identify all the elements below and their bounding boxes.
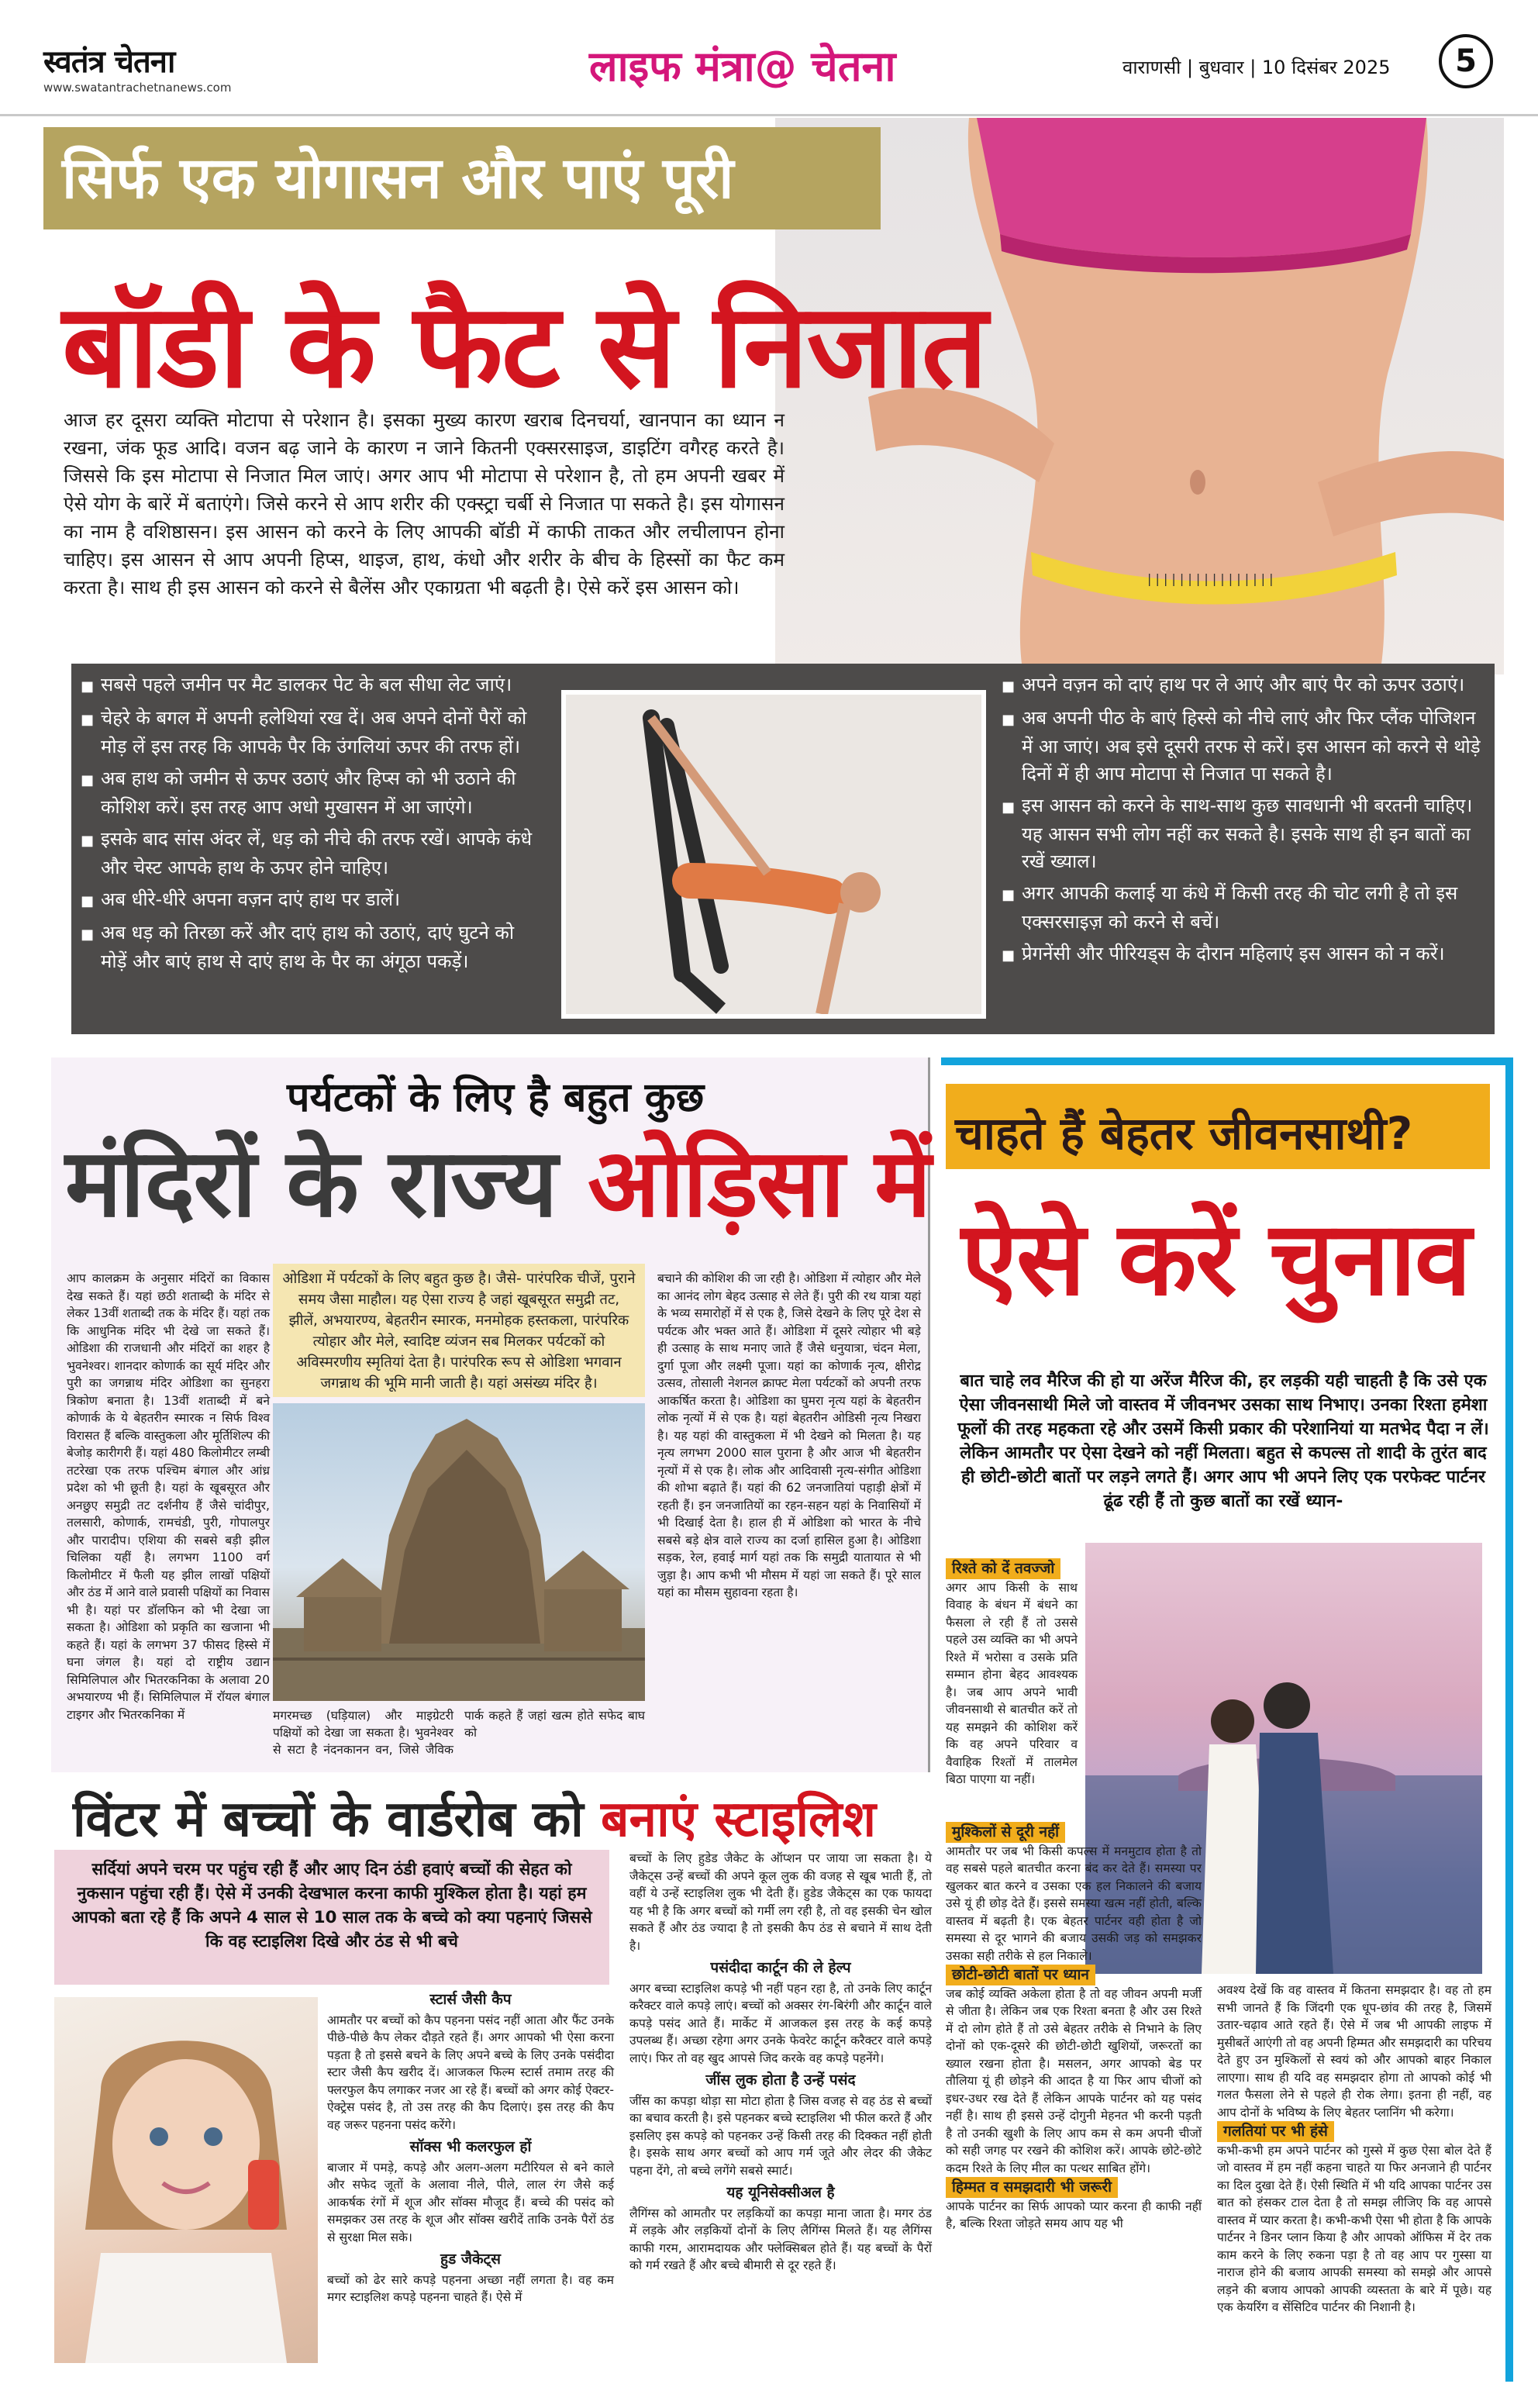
winter-subhead: यह यूनिसेक्सीअल है: [726, 2184, 835, 2201]
partner-paragraph: अवश्य देखें कि वह वास्तव में कितना समझदार है। वह तो हम सभी जानते हैं कि जिंदगी एक धूप-छांव की तरह है, जिसमें उतार-चढ़ाव आते रहते हैं। ऐसे में जब भी आपकी लाइफ में मुसीबतें आएंगी तो वह अपनी हिम्मत और समझदारी का परिचय देते हुए उन मुश्किलों से स्वयं को और आपको बाहर निकाल लाएगा। साथ ही यदि वह समझदार होगा तो आपको कोई भी गलत फैसला लेने से पहले ही रोक लेगा। इतना ही नहीं, वह आप दोनों के भविष्य के लिए बेहतर प्लानिंग भी करेगा।: [1217, 1983, 1491, 2120]
temple-photo: [273, 1403, 645, 1701]
winter-paragraph: बाजार में पमड़े, कपड़े और अलग-अलग मटीरियल से बने काले और सफेद जूतों के अलावा नीले, पीले, लाल रंग जैसे कई आकर्षक रंगों में शूज और सॉक्स मौजूद हैं। बच्चे की पसंद को समझकर उस तरह के शूज और सॉक्स खरीदें ताकि उनके पैरों ठंड से सुरक्षा मिल सके।: [327, 2160, 614, 2244]
odisha-headline: [65, 1115, 929, 1244]
winter-subhead: जींस लुक होता है उन्हें पसंद: [705, 2072, 856, 2089]
odisha-highlight: ओडिशा में पर्यटकों के लिए बहुत कुछ है। जैसे- पारंपरिक चीजें, पुराने समय जैसा माहौल। यह ऐसा राज्य है जहां खूबसूरत समुद्री तट, झीलें, अभयारण्य, बेहतरीन स्मारक, मनमोहक हस्तकला, पारंपरिक त्योहार और मेले, स्वादिष्ट व्यंजन सब मिलकर पर्यटकों को अविस्मरणीय स्मृतियां देता है। पारंपरिक रूप से ओडिशा भगवान जगन्नाथ की भूमि मानी जाती है। यहां असंख्य मंदिर है।: [273, 1264, 645, 1397]
svg-text:| | | | | | | | | | | | | | |: | | | | | | | | | | | | | | | |: [1147, 571, 1274, 586]
partner-column-a: [946, 1558, 1078, 1789]
yoga-intro: आज हर दूसरा व्यक्ति मोटापा से परेशान है। इसका मुख्य कारण खराब दिनचर्या, खानपान का ध्यान न रखना, जंक फूड आदि। वजन बढ़ जाने के कारण न जाने कितनी एक्सरसाइज, डाइटिंग वगैरह करते है। जिससे कि इस मोटापा से निजात मिल जाएं। अगर आप भी मोटापा से परेशान है, तो हम अपनी खबर में ऐसे योग के बारें में बताएंगे। जिसे करने से आप शरीर की एक्स्ट्रा चर्बी से निजात पा सकते है। इस योगासन का नाम है वशिष्ठासन। इस आसन को करने के लिए आपकी बॉडी में काफी ताकत और लचीलापन होना चाहिए। इस आसन से आप अपनी हिप्स, थाइज, हाथ, कंधो और शरीर के बीच के हिस्सों का फैट कम करता है। साथ ही इस आसन को करने से बैलेंस और एकाग्रता भी बढ़ती है। ऐसे करें इस आसन को।: [64, 409, 785, 599]
partner-paragraph: जब कोई व्यक्ति अकेला होता है तो वह जीवन अपनी मर्जी से जीता है। लेकिन जब एक रिश्ता बनता है और उस रिश्ते में दो लोग होते हैं तो उसे बेहतर तरीके से निभाने के लिए दोनों को एक-दूसरे की छोटी-छोटी खुशियों, जरूरतों का ख्याल रखना होता है। मसलन, अगर आपको बेड पर तौलिया यूं ही छोड़ने की आदत है या फिर आप चीजों को इधर-उधर रख देते हैं लेकिन आपके पार्टनर को यह पसंद नहीं है। साथ ही इससे उन्हें दोगुनी मेहनत भी करनी पड़ती है तो उनकी खुशी के लिए आप कम से कम अपनी चीजों को सही जगह पर रखने की कोशिश करें। आपके छोटे-छोटे कदम रिश्ते के लिए मील का पत्थर साबित होंगे।: [946, 1986, 1202, 2175]
winter-headline-black: विंटर में बच्चों के वार्डरोब को: [73, 1791, 584, 1848]
child-illustration: [54, 1997, 318, 2363]
odisha-column-3: बचाने की कोशिश की जा रही है। ओडिशा में त्योहार और मेले का आनंद लोग बेहद उत्साह से लेते हैं। पुरी की रथ यात्रा यहां के भव्य समारोहों में से एक है, जिसे देखने के लिए पूरे देश से पर्यटक और भक्त आते हैं। ओडिशा में दूसरे त्योहार भी बड़े ही उत्साह के साथ मनाए जाते हैं जैसे धनुयात्रा, चंदन मेला, दुर्गा पूजा और लक्ष्मी पूजा। यहां का कोणार्क नृत्य, क्षीरोद्र उत्सव, तोसाली नेशनल क्राफ्ट मेला पर्यटकों को अपनी तरफ आकर्षित करता है। ओडिशा का घुमरा नृत्य यहां के बेहतरीन लोक नृत्यों में से एक है। यहां बेहतरीन ओडिसी नृत्य निखरा है। यह यहां की वास्तुकला में भी देखने को मिलता है। यह नृत्य लगभग 2000 साल पुराना है और आज भी बेहतरीन नृत्यों में से एक है। लोक और आदिवासी नृत्य-संगीत ओडिशा की शोभा बढ़ाते हैं। यहां की 62 जनजातियां पहाड़ी क्षेत्रों में रहती हैं। इन जनजातियों का रहन-सहन यहां के निवासियों में भी दिखाई देता है। हाल ही में ओडिशा को भारत के नीचे सबसे बड़े क्षेत्र वाले राज्य का दर्जा हासिल हुआ है। ओडिशा सड़क, रेल, हवाई मार्ग यहां तक कि समुद्री यातायात से भी जुड़ा है। आप कभी भी मौसम में यहां जा सकते हैं। पूरे साल यहां का मौसम सुहावना रहता है।: [657, 1271, 921, 1599]
yoga-step: ■ अब अपनी पीठ के बाएं हिस्से को नीचे लाएं और फिर प्लैंक पोजिशन में आ जाएं। अब इसे दूसरी तरफ से करें। इस आसन को करने से थोड़े दिनों में ही आप मोटापा से निजात पा सकते है।: [1002, 705, 1484, 788]
brand-url[interactable]: www.swatantrachetnanews.com: [43, 81, 232, 95]
winter-subhead: हुड जैकेट्स: [440, 2251, 501, 2268]
child-photo: [54, 1997, 318, 2363]
yoga-pose-photo: [561, 690, 986, 1019]
partner-paragraph: अगर आप किसी के साथ विवाह के बंधन में बंधने का फैसला ले रही हैं तो उससे पहले उस व्यक्ति का भी अपने रिश्ते में भरोसा व उसके प्रति सम्मान होना बेहद आवश्यक है। जब आप अपने भावी जीवनसाथी से बातचीत करें तो यह समझने की कोशिश करें कि वह अपने परिवार व वैवाहिक रिश्तों में तालमेल बिठा पाएगा या नहीं।: [946, 1580, 1078, 1786]
yoga-pose-illustration: [566, 695, 981, 1014]
winter-paragraph: लैगिंग्स को आमतौर पर लड़कियों का कपड़ा माना जाता है। मगर ठंड में लड़के और लड़कियों दोनों के लिए लैगिंग्स मिलते हैं। यह लैगिंग्स काफी गरम, आरामदायक और फ्लेक्सिबल होते हैं। यह बच्चों के पैरों को गर्म रखते हैं और बच्चे बीमारी से दूर रहते हैं।: [629, 2206, 932, 2272]
yoga-step: ■ चेहरे के बगल में अपनी हलेथियां रख दें। अब अपने दोनों पैरों को मोड़ लें इस तरह कि आपके पैर कि उंगलियां ऊपर की तरफ हों।: [81, 705, 546, 761]
partner-subhead: हिम्मत व समझदारी भी जरूरी: [946, 2177, 1118, 2198]
winter-subhead: पसंदीदा कार्टून की ले हेल्प: [710, 1959, 851, 1976]
partner-column-b: [946, 1822, 1202, 2233]
partner-subhead: छोटी-छोटी बातों पर ध्यान: [946, 1965, 1095, 1985]
winter-subhead: स्टार्स जैसी कैप: [429, 1991, 512, 2008]
temple-illustration: [273, 1403, 645, 1701]
odisha-headline-black: मंदिरों के राज्य: [65, 1128, 557, 1238]
odisha-column-1: आप कालक्रम के अनुसार मंदिरों का विकास देख सकते हैं। यहां छठी शताब्दी के मंदिर से लेकर 13वीं शताब्दी तक के मंदिर हैं। यहां तक कि आधुनिक मंदिर भी देखे जा सकते हैं। ओडिशा की राजधानी और मंदिरों का शहर है भुवनेश्वर। शानदार कोणार्क का सूर्य मंदिर और पुरी का जगन्नाथ मंदिर ओडिशा का सुनहरा त्रिकोण बनाता है। 13वीं शताब्दी में बने कोणार्क के ये बेहतरीन स्मारक न सिर्फ विश्व विरासत हैं बल्कि वास्तुकला और मूर्तिशिल्प की बेजोड़ कारीगरी हैं। यहां 480 किलोमीटर लम्बी तटरेखा एक तरफ पश्चिम बंगाल और आंध्र प्रदेश को भी छूती है। यहां के खूबसूरत और अनछुए समुद्री तट दर्शनीय हैं जैसे चांदीपुर, तलसारी, कोणार्क, रामचंडी, पुरी, गोपालपुर और पारादीप। एशिया की सबसे बड़ी झील चिलिका यहीं है। लगभग 1100 वर्ग किलोमीटर में फैली यह झील लाखों पक्षियों और ठंड में आने वाले प्रवासी पक्षियों का निवास भी है। यहां पर डॉलफिन को भी देखा जा सकता है। ओडिशा को प्रकृति का खजाना भी कहते हैं। यहां के लगभग 37 फीसद हिस्से में घना जंगल है। यहां दो राष्ट्रीय उद्यान सिमिलिपाल और भितरकनिका के अलावा 20 अभयारण्य भी हैं। सिमिलिपाल में रॉयल बंगाल टाइगर और भितरकनिका में: [67, 1271, 270, 1722]
partner-subhead: गलतियां पर भी हंसे: [1217, 2121, 1334, 2142]
partner-column-c: [1217, 1982, 1491, 2317]
yoga-step: ■ अब हाथ को जमीन से ऊपर उठाएं और हिप्स को भी उठाने की कोशिश करें। इस तरह आप अधो मुखासन में आ जाएंगे।: [81, 765, 546, 821]
odisha-caption: मगरमच्छ (घड़ियाल) और माइग्रेटरी पक्षियों को देखा जा सकता है। भुवनेश्वर से सटा है नंदनकानन वन, जिसे जैविक पार्क कहते हैं जहां खत्म होते सफेद बाघ को: [273, 1709, 645, 1757]
partner-headline: ऐसे करें चुनाव: [961, 1199, 1471, 1319]
winter-paragraph: अगर बच्चा स्टाइलिश कपड़े भी नहीं पहन रहा है, तो उनके लिए कार्टून करैक्टर वाले कपड़े लाएं। बच्चों को अक्सर रंग-बिरंगी और कार्टून वाले कपड़े पसंद आते हैं। मार्केट में आजकल इस तरह के कई कपड़े उपलब्ध हैं। अच्छा रहेगा अगर उनके फेवरेट कार्टून करैक्टर वाले कपड़े लाएं। फिर तो वह खुद आपसे जिद करके वह कपड़े पहनेंगे।: [629, 1981, 932, 2065]
partner-paragraph: आपके पार्टनर का सिर्फ आपको प्यार करना ही काफी नहीं है, बल्कि रिश्ता जोड़ते समय आप यह भी: [946, 2199, 1202, 2230]
odisha-kicker: पर्यटकों के लिए है बहुत कुछ: [287, 1075, 705, 1121]
winter-subhead: सॉक्स भी कलरफुल हों: [409, 2138, 532, 2155]
winter-paragraph: बच्चों को ढेर सारे कपड़े पहनना अच्छा नहीं लगता है। वह कम मगर स्टाइलिश कपड़े पहनना चाहते हैं। ऐसे में: [327, 2272, 614, 2304]
yoga-step: ■ अब धड़ को तिरछा करें और दाएं हाथ को उठाएं, दाएं घुटने को मोड़ें और बाएं हाथ से दाएं हाथ के पैर का अंगूठा पकड़ें।: [81, 919, 546, 975]
winter-column-1: [327, 1986, 614, 2306]
page-number: 5: [1439, 34, 1493, 88]
dateline: वाराणसी | बुधवार | 10 दिसंबर 2025: [1122, 57, 1391, 78]
yoga-step: ■ प्रेगनेंसी और पीरियड्स के दौरान महिलाएं इस आसन को न करें।: [1002, 940, 1484, 969]
yoga-step: ■ इसके बाद सांस अंदर लें, धड़ को नीचे की तरफ रखें। आपके कंधे और चेस्ट आपके हाथ के ऊपर होने चाहिए।: [81, 826, 546, 881]
partner-paragraph: आमतौर पर जब भी किसी कपल्स में मनमुटाव होता है तो वह सबसे पहले बातचीत करना बंद कर देते हैं। समस्या पर खुलकर बात करने व उसका एक हल निकालने की बजाय उसे यूं ही छोड़ देते हैं। इससे समस्या खत्म नहीं होती, बल्कि वास्तव में बढ़ती है। एक बेहतर पार्टनर वही होता है जो समस्या से दूर भागने की बजाय उसकी जड़ को समझकर उसका सही तरीके से हल निकाले।: [946, 1844, 1202, 1963]
yoga-kicker: सिर्फ एक योगासन और पाएं पूरी: [62, 145, 734, 212]
yoga-step: ■ अपने वज़न को दाएं हाथ पर ले आएं और बाएं पैर को ऊपर उठाएं।: [1002, 671, 1484, 700]
winter-column-2: [629, 1850, 932, 2275]
winter-paragraph: जींस का कपड़ा थोड़ा सा मोटा होता है जिस वजह से वह ठंड से बच्चों का बचाव करती है। इसे पहनकर बच्चे स्टाइलिश भी फील करते हैं और इसलिए इस कपड़े को पहनकर उन्हें किसी तरह की दिक्कत नहीं होती है। इसके साथ अगर बच्चों को आप गर्म जूते और लेदर की जैकेट पहना देंगे, तो बच्चे लगेंगे सबसे स्मार्ट।: [629, 2093, 932, 2178]
yoga-steps-right: [1002, 671, 1484, 974]
yoga-step: ■ अगर आपकी कलाई या कंधे में किसी तरह की चोट लगी है तो इस एक्सरसाइज़ को करने से बचें।: [1002, 880, 1484, 936]
winter-headline: [73, 1783, 876, 1851]
yoga-headline: बॉडी के फैट से निजात: [62, 279, 987, 414]
partner-kicker: चाहते हैं बेहतर जीवनसाथी?: [955, 1107, 1413, 1160]
winter-intro: सर्दियां अपने चरम पर पहुंच रही हैं और आए दिन ठंडी हवाएं बच्चों की सेहत को नुकसान पहुंचा रही हैं। ऐसे में उनकी देखभाल करना काफी मुश्किल होता है। यहां हम आपको बता रहे हैं कि अपने 4 साल से 10 साल तक के बच्चे को क्या पहनाएं जिससे कि वह स्टाइलिश दिखे और ठंड से भी बचे: [54, 1850, 609, 1985]
partner-paragraph: कभी-कभी हम अपने पार्टनर को गुस्से में कुछ ऐसा बोल देते हैं जो वास्तव में हम नहीं कहना चाहते या फिर अनजाने ही पार्टनर का दिल दुखा देते हैं। ऐसी स्थिति में भी यदि आपका पार्टनर उस बात को हंसकर टाल देता है तो समझ लीजिए कि वह आपसे वास्तव में प्यार करता है। कभी-कभी ऐसा भी होता है कि आपके पार्टनर ने डिनर प्लान किया है और आपको ऑफिस में देर तक काम करने के लिए रुकना पड़ा है तो वह आप पर गुस्सा या नाराज होने की बजाय आपकी समस्या को समझे और आपसे लड़ने की बजाय आपको आपकी व्यस्तता के बारे में पूछे। यह एक केयरिंग व सेंसिटिव पार्टनर की निशानी है।: [1217, 2143, 1491, 2314]
brand-logo: स्वतंत्र चेतना: [43, 43, 175, 80]
masthead: [0, 0, 1538, 116]
partner-subhead: मुश्किलों से दूरी नहीं: [946, 1822, 1065, 1843]
section-title: लाइफ मंत्रा@ चेतना: [589, 42, 896, 91]
yoga-step: ■ सबसे पहले जमीन पर मैट डालकर पेट के बल सीधा लेट जाएं।: [81, 671, 546, 700]
partner-subhead: रिश्ते को दें तवज्जो: [946, 1558, 1060, 1579]
yoga-steps-left: [81, 671, 546, 980]
odisha-headline-red: ओड़िसा में: [588, 1128, 930, 1238]
yoga-step: ■ अब धीरे-धीरे अपना वज़न दाएं हाथ पर डालें।: [81, 886, 546, 915]
partner-intro: बात चाहे लव मैरिज की हो या अरेंज मैरिज की, हर लड़की यही चाहती है कि उसे एक ऐसा जीवनसाथी मिले जो वास्तव में जीवनभर उसका साथ निभाए। उनका रिश्ता हमेशा फूलों की तरह महकता रहे और उसमें किसी प्रकार की परेशानियां या मतभेद पैदा न लें। लेकिन आमतौर पर ऐसा देखने को नहीं मिलता। बहुत से कपल्स तो शादी के तुरंत बाद ही छोटी-छोटी बातों पर लड़ने लगते हैं। अगर आप भी अपने लिए एक परफेक्ट पार्टनर ढूंढ रही हैं तो कुछ बातों का रखें ध्यान-: [957, 1371, 1489, 1511]
winter-paragraph: आमतौर पर बच्चों को कैप पहनना पसंद नहीं आता और फैंट उनके पीछे-पीछे कैप लेकर दौड़ते रहते हैं। अगर आपको भी ऐसा करना पड़ता है तो इससे बचने के लिए अपने बच्चे के लिए उनके पसंदीदा स्टार जैसी कैप खरीद दें। आजकल फिल्म स्टार्स तमाम तरह की फ्लरफुल कैप लगाकर नजर आ रहे हैं। बच्चों को अगर कोई ऐक्टर-ऐक्ट्रेस पसंद है, तो उस तरह की कैप दिलाएं। इस तरह की कैप वह जरूर पहनना पसंद करेंगे।: [327, 2013, 614, 2132]
yoga-step: ■ इस आसन को करने के साथ-साथ कुछ सावधानी भी बरतनी चाहिए। यह आसन सभी लोग नहीं कर सकते है। इसके साथ ही इन बातों का रखें ख्याल।: [1002, 792, 1484, 875]
winter-headline-red: बनाएं स्टाइलिश: [601, 1791, 876, 1848]
winter-paragraph: बच्चों के लिए हुडेड जैकेट के ऑप्शन पर जाया जा सकता है। ये जैकेट्स उन्हें बच्चों की अपने कूल लुक की वजह से खूब भाती हैं, तो वहीं ये उन्हें स्टाइलिश लुक भी देती हैं। हुडेड जैकेट्स का एक फायदा यह भी है कि अगर बच्चों को गर्मी लग रही है, तो वह इसकी चेन खोल सकते हैं और ठंड ज्यादा है तो इसकी कैप ठंड से बचाने में साथ देती है।: [629, 1851, 932, 1953]
